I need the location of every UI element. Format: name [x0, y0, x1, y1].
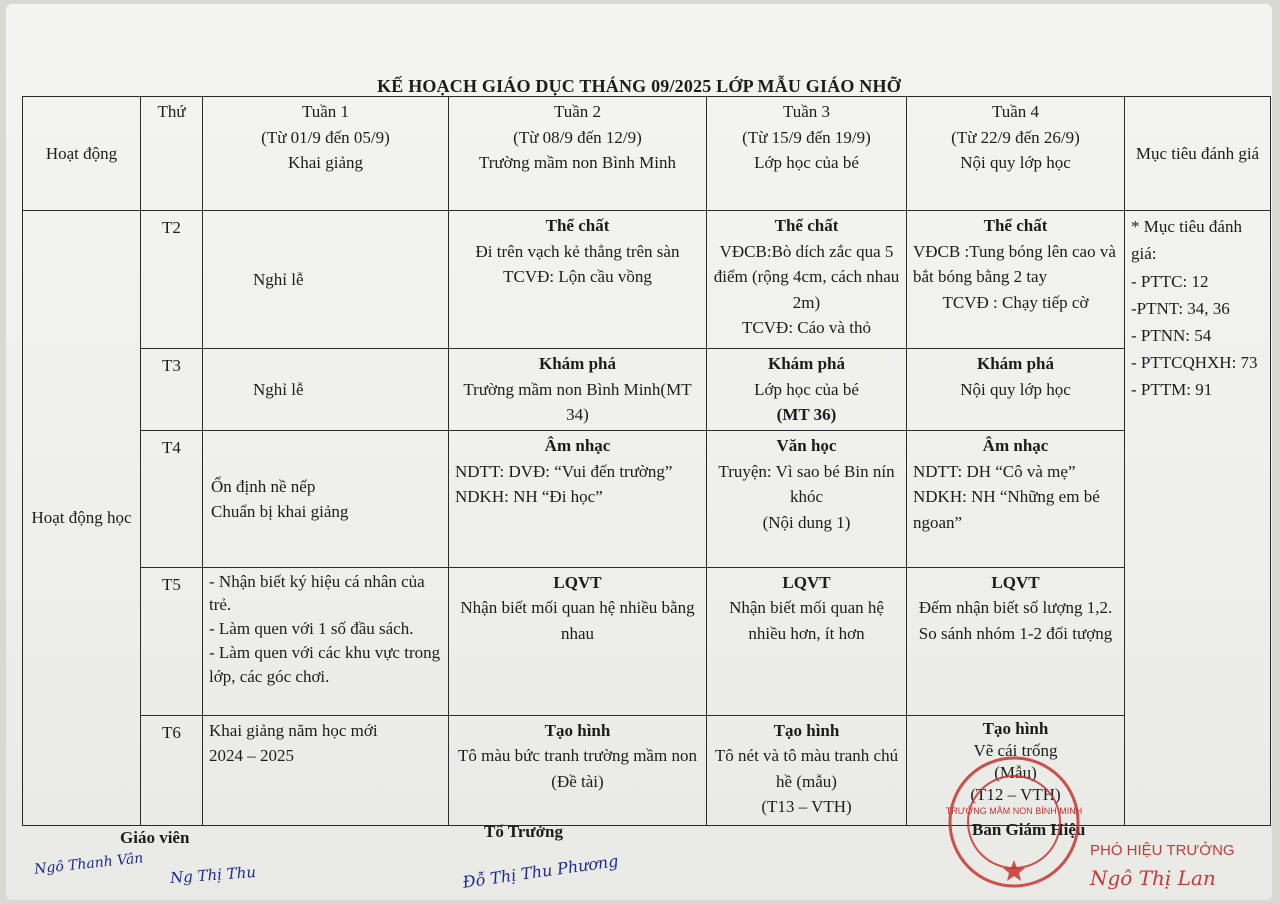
teacher-signature-1: Ngô Thanh Vân	[33, 850, 145, 878]
header-day: Thứ	[141, 97, 203, 211]
cell-t4-w4	[907, 431, 1125, 567]
subject-label: Khám phá	[768, 354, 845, 374]
content-line: (Mẫu)	[994, 763, 1037, 783]
header-week-1	[203, 97, 449, 211]
document-title: KẾ HOẠCH GIÁO DỤC THÁNG 09/2025 LỚP MẪU GIÁO NHỠ	[377, 76, 901, 96]
content-line: Khai giảng năm học mới	[209, 720, 378, 740]
content-line: VĐCB:Bò dích zắc qua 5 điểm (rộng 4cm, cách nhau 2m)	[713, 241, 900, 312]
content-line: (T13 – VTH)	[761, 797, 852, 817]
cell-t2-w3	[707, 211, 907, 349]
subject-label: Khám phá	[539, 354, 616, 374]
content-line: Ổn định nề nếp	[211, 476, 316, 496]
cell-t3-w4	[907, 349, 1125, 431]
content-line: TCVĐ: Cáo và thỏ	[742, 318, 871, 338]
header-activity: Hoạt động	[23, 97, 141, 211]
row-t3	[23, 349, 1271, 431]
week-1-theme: Khai giảng	[287, 153, 364, 172]
day-label: T4	[141, 431, 203, 567]
subject-label: Tạo hình	[773, 720, 840, 740]
content-line: (MT 36)	[776, 405, 837, 425]
school-stamp	[944, 752, 1084, 892]
cell-t4-w3	[707, 431, 907, 567]
subject-label: LQVT	[553, 572, 602, 592]
content-line: - Làm quen với 1 số đầu sách.	[209, 619, 414, 639]
content-line: Đi trên vạch kẻ thẳng trên sàn	[475, 241, 680, 261]
week-1-name: Tuần 1	[301, 102, 350, 121]
week-3-range: (Từ 15/9 đến 19/9)	[742, 127, 871, 147]
subject-label: Văn học	[776, 436, 837, 456]
day-label: T5	[141, 567, 203, 715]
cell-t5-w1	[203, 567, 449, 715]
content-line: Vẽ cái trống	[973, 740, 1058, 760]
content-line: Nhận biết mối quan hệ nhiều bằng nhau	[460, 598, 695, 643]
activity-cell: Hoạt động học	[23, 211, 141, 826]
header-week-4	[907, 97, 1125, 211]
header-week-2	[449, 97, 707, 211]
cell-t4-w1	[203, 431, 449, 567]
cell-t3-w1: Nghỉ lễ	[203, 349, 449, 431]
subject-label: Tạo hình	[544, 720, 611, 740]
week-3-name: Tuần 3	[782, 102, 831, 121]
goal-item: -PTNT: 34, 36	[1131, 298, 1230, 318]
teacher-signature-2: Ng Thị Thu	[169, 863, 257, 887]
board-label: Ban Giám Hiệu	[972, 820, 1086, 839]
subject-label: LQVT	[782, 572, 831, 592]
cell-t3-w3	[707, 349, 907, 431]
content-line: (Đề tài)	[551, 771, 604, 791]
cell-t6-w2	[449, 715, 707, 825]
content-line: 2024 – 2025	[209, 746, 294, 766]
content-line: Nhận biết mối quan hệ nhiều hơn, ít hơn	[729, 598, 884, 643]
subject-label: Âm nhạc	[544, 436, 611, 456]
cell-t2-w4	[907, 211, 1125, 349]
day-label: T2	[141, 211, 203, 349]
subject-label: Thể chất	[983, 216, 1048, 236]
teacher-label: Giáo viên	[120, 828, 190, 847]
goal-heading: * Mục tiêu đánh giá:	[1131, 217, 1242, 264]
content-line: VĐCB :Tung bóng lên cao và bắt bóng bằng 2 tay	[913, 241, 1116, 287]
week-4-range: (Từ 22/9 đến 26/9)	[951, 127, 1080, 147]
content-line: Tô nét và tô màu tranh chú hề (mẫu)	[714, 746, 899, 791]
content-line: NDKH: NH “Những em bé ngoan”	[913, 487, 1100, 532]
cell-t5-w4	[907, 567, 1125, 715]
header-row	[23, 97, 1271, 211]
content-line: TCVĐ: Lộn cầu vồng	[503, 267, 652, 287]
content-line: Nội quy lớp học	[960, 379, 1071, 399]
vice-principal-title: PHÓ HIỆU TRƯỞNG	[1090, 842, 1235, 859]
education-plan-table	[22, 96, 1271, 826]
week-2-name: Tuần 2	[553, 102, 602, 121]
subject-label: Âm nhạc	[982, 436, 1049, 456]
week-1-range: (Từ 01/9 đến 05/9)	[261, 127, 390, 147]
week-2-theme: Trường mầm non Bình Minh	[478, 153, 677, 172]
cell-t6-w3	[707, 715, 907, 825]
content-line: - Làm quen với các khu vực trong lớp, các góc chơi.	[209, 643, 441, 686]
goal-item: - PTNN: 54	[1131, 325, 1212, 345]
content-line: Đếm nhận biết số lượng 1,2. So sánh nhóm 1-2 đối tượng	[918, 598, 1113, 643]
day-label: T3	[141, 349, 203, 431]
goal-item: - PTTM: 91	[1131, 380, 1213, 400]
subject-label: Thể chất	[545, 216, 610, 236]
subject-label: Thể chất	[774, 216, 839, 236]
content-line: Truyện: Vì sao bé Bin nín khóc	[718, 461, 895, 507]
row-t5	[23, 567, 1271, 715]
cell-t5-w3	[707, 567, 907, 715]
cell-t2-w1: Nghỉ lễ	[203, 211, 449, 349]
day-label: T6	[141, 715, 203, 825]
vice-principal-signature: Ngô Thị Lan	[1090, 866, 1216, 890]
subject-label: LQVT	[991, 572, 1040, 592]
goal-item: - PTTCQHXH: 73	[1131, 353, 1258, 373]
cell-t6-w1	[203, 715, 449, 825]
leader-label: Tổ Trưởng	[484, 822, 563, 841]
cell-t2-w2	[449, 211, 707, 349]
week-4-theme: Nội quy lớp học	[960, 153, 1071, 172]
week-4-name: Tuần 4	[991, 102, 1040, 121]
row-t2	[23, 211, 1271, 349]
row-t4	[23, 431, 1271, 567]
cell-t3-w2	[449, 349, 707, 431]
content-line: Trường mầm non Bình Minh(MT 34)	[463, 379, 692, 425]
week-2-range: (Từ 08/9 đến 12/9)	[513, 127, 642, 147]
subject-label: Tạo hình	[982, 718, 1049, 738]
content-line: NDKH: NH “Đi học”	[455, 487, 603, 507]
content-line: Chuẩn bị khai giảng	[211, 502, 349, 522]
header-week-3	[707, 97, 907, 211]
content-line: NDTT: DH “Cô và mẹ”	[913, 461, 1076, 481]
content-line: Tô màu bức tranh trường mầm non	[458, 746, 697, 766]
stamp-text: TRƯỜNG MẦM NON BÌNH MINH	[945, 806, 1083, 816]
content-line: Lớp học của bé	[754, 379, 859, 399]
week-3-theme: Lớp học của bé	[754, 153, 859, 172]
leader-signature: Đỗ Thị Thu Phương	[461, 851, 620, 892]
content-line: TCVĐ : Chạy tiếp cờ	[942, 292, 1089, 312]
subject-label: Khám phá	[977, 354, 1054, 374]
content-line: NDTT: DVĐ: “Vui đến trường”	[455, 461, 673, 481]
content-line: (Nội dung 1)	[762, 512, 851, 532]
cell-t4-w2	[449, 431, 707, 567]
cell-t5-w2	[449, 567, 707, 715]
content-line: (T12 – VTH)	[970, 785, 1061, 805]
header-goal: Mục tiêu đánh giá	[1125, 97, 1271, 211]
goal-item: - PTTC: 12	[1131, 271, 1209, 291]
goal-cell	[1125, 211, 1271, 826]
content-line: - Nhận biết ký hiệu cá nhân của trẻ.	[209, 571, 425, 615]
